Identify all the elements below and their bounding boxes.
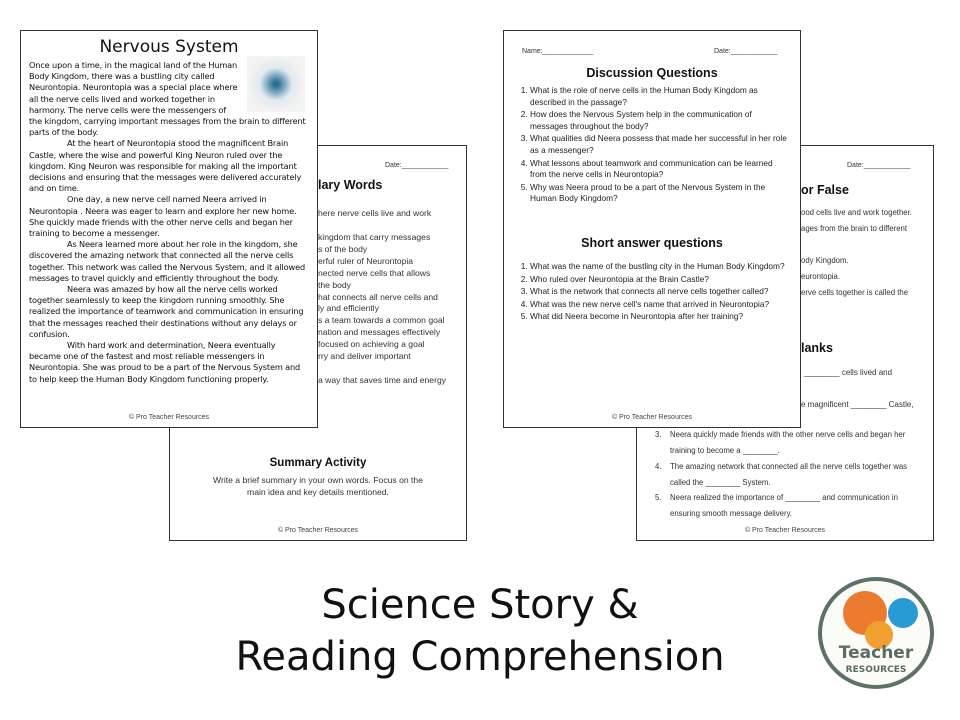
question-item: 5. Why was Neera proud to be a part of the Nervous System in the Human Body Kingdom? (530, 182, 791, 205)
story-paragraph: At the heart of Neurontopia stood the magnificent Brain Castle, where the wise and powerful King Neuron ruled over the kingdom. King Neuron was responsible for making all the important decisions and ensuring that the messages were delivered accurately and on time. (29, 138, 302, 194)
headline-line-2: Reading Comprehension (235, 634, 725, 680)
date-field: Date:____________ (385, 162, 449, 169)
item-number: 5. (655, 493, 662, 502)
teacher-resources-logo (818, 577, 934, 689)
neuron-image (247, 56, 305, 112)
vocab-definition-line: kingdom that carry messages (318, 232, 431, 242)
question-item: 2. How does the Nervous System help in the communication of messages throughout the body? (530, 109, 791, 132)
discussion-heading: Discussion Questions (586, 66, 718, 80)
vocab-definition-line: the body (318, 280, 351, 290)
date-field: Date:____________ (847, 162, 911, 169)
true-false-statement: ages from the brain to different (801, 224, 908, 233)
logo-word: RESOURCES (845, 665, 907, 675)
vocab-definition-line: ly and efficiently (318, 303, 379, 313)
date-field: Date:____________ (714, 48, 778, 55)
story-paragraph: As Neera learned more about her role in the kingdom, she discovered the amazing network that connected all the nerve cells together. This network was called the Nervous System, and it allowed messages to travel quickly and efficiently throughout the body. (29, 239, 305, 283)
vocab-definition-line: s a team towards a common goal (318, 315, 445, 325)
copyright-footer: © Pro Teacher Resources (611, 414, 693, 421)
copyright-footer: © Pro Teacher Resources (277, 527, 359, 534)
story-paragraph: One day, a new nerve cell named Neera arrived in Neurontopia . Neera was eager to learn and explore her new home. She quickly made friends with the other nerve cells and began her training to become a messenger. (29, 194, 297, 239)
story-paragraph: Once upon a time, in the magical land of the Human Body Kingdom, there was a bustling city called Neurontopia. Neurontopia was a special place where all the nerve cells lived and worked together in harmony. The nerve cells were the messengers of the kingdom, carrying important messages from the brain to different parts of the body. (29, 60, 306, 138)
story-paragraph: With hard work and determination, Neera eventually became one of the fastest and most reliable messengers in Neurontopia. She was proud to be a part of the Nervous System and to help keep the Human Body Kingdom functioning properly. (29, 340, 301, 384)
fill-blank-statement: training to become a ________. (670, 446, 780, 455)
fill-blanks-heading: lanks (801, 341, 833, 355)
vocab-definition-line: here nerve cells live and work (318, 208, 432, 218)
logo-word: Teacher (838, 643, 914, 663)
question-item: 1. What is the role of nerve cells in the Human Body Kingdom as described in the passage? (530, 85, 791, 108)
story-text (29, 60, 309, 385)
question-item: 4. What was the new nerve cell's name that arrived in Neurontopia? (530, 299, 791, 311)
fill-blank-statement: Neera realized the importance of ________ and communication in (670, 493, 898, 502)
item-number: 4. (655, 461, 662, 471)
fill-blank-statement: Neera quickly made friends with the other nerve cells and began her (670, 430, 906, 439)
summary-text: main idea and key details mentioned. (247, 487, 389, 497)
summary-text: Write a brief summary in your own words. Focus on the (213, 475, 423, 485)
fill-blank-statement: The amazing network that connected all the nerve cells together was (670, 461, 908, 471)
discussion-questions-list (516, 85, 791, 206)
question-item: 3. What is the network that connects all nerve cells together called? (530, 286, 791, 298)
copyright-footer: © Pro Teacher Resources (744, 527, 826, 534)
true-false-statement: ood cells live and work together. (801, 208, 912, 217)
short-answer-list (516, 261, 791, 324)
vocab-definition-line: focused on achieving a goal (318, 339, 425, 349)
name-field: Name:_____________ (522, 48, 594, 55)
story-paragraph: Neera was amazed by how all the nerve cells worked together seamlessly to keep the kingdom running smoothly. She realized the importance of teamwork and communication in ensuring that the messages reached their destinations without any delays or confusion. (29, 284, 304, 339)
question-item: 5. What did Neera become in Neurontopia after her training? (530, 311, 791, 323)
vocab-definition-line: nected nerve cells that allows (318, 268, 431, 278)
question-item: 2. Who ruled over Neurontopia at the Brain Castle? (530, 274, 791, 286)
short-answer-heading: Short answer questions (581, 236, 723, 250)
questions-worksheet-page (503, 30, 801, 428)
copyright-footer: © Pro Teacher Resources (128, 414, 210, 421)
vocab-definition-line: hat connects all nerve cells and (318, 292, 438, 302)
true-false-heading: or False (801, 183, 849, 197)
question-item: 4. What lessons about teamwork and communication can be learned from the nerve cells in Neurontopia? (530, 158, 791, 181)
story-page (20, 30, 318, 428)
item-number: 3. (655, 430, 662, 439)
true-false-statement: eurontopia. (801, 272, 841, 281)
story-title: Nervous System (99, 37, 239, 57)
vocab-definition-line: s of the body (318, 244, 368, 254)
blank-line: e magnificent ________ Castle, (801, 400, 914, 409)
fill-blank-statement: ensuring smooth message delivery. (670, 509, 793, 518)
vocab-heading: lary Words (318, 178, 383, 192)
vocab-definition-line: rry and deliver important (318, 351, 411, 361)
vocab-definition-line: erful ruler of Neurontopia (318, 256, 414, 266)
fill-blank-statement: called the ________ System. (670, 477, 771, 487)
summary-heading: Summary Activity (269, 457, 367, 469)
vocab-definition-line: nation and messages effectively (318, 327, 441, 337)
question-item: 3. What qualities did Neera possess that made her successful in her role as a messenger? (530, 133, 791, 156)
question-item: 1. What was the name of the bustling city in the Human Body Kingdom? (530, 261, 791, 273)
vocab-definition-line: a way that saves time and energy (318, 375, 447, 385)
true-false-statement: ody Kingdom. (801, 256, 849, 265)
blank-line: ________ cells lived and (804, 368, 893, 377)
headline-line-1: Science Story & (321, 582, 639, 628)
true-false-statement: erve cells together is called the (801, 288, 909, 297)
